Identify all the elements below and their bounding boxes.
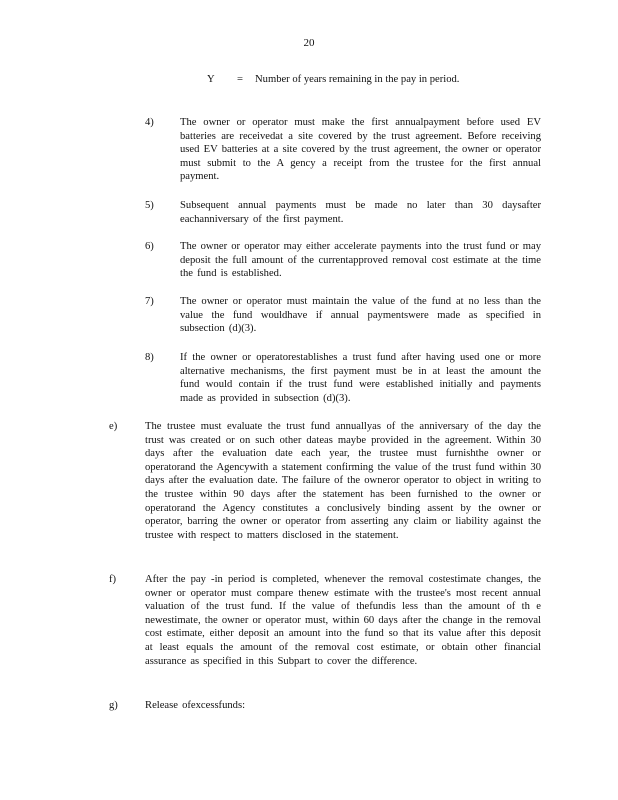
section-text: After the pay -in period is completed, whenever the removal costestimate changes, the owner or operator must compare thenew estimate with the trustee's most recent annual valuation of the trust fund. If the value of thefundis less than the amount of th e newestimate, the owner or operator must, within 60 days after the change in the removal cost estimate, either deposit an amount into the fund so that its value after this deposit at least equals the amount of the removal cost estimate, or obtain other financial assurance as specified in this Subpart to cover the difference.	[145, 574, 541, 667]
subsection-number: 8)	[145, 352, 154, 363]
variable-symbol: Y	[207, 74, 215, 85]
section-letter: e)	[109, 421, 118, 432]
section-letter: f)	[109, 574, 117, 585]
equals-sign: =	[237, 74, 243, 85]
subsection-number: 7)	[145, 296, 154, 307]
subsection-text: The owner or operator must make the first annualpayment before used EV batteries are receivedat a site covered by the trust agreement. Before receiving used EV batteries at a site covered by the trust agreement, the owner or operator must submit to the A gency a receipt from the trustee for the first annual payment.	[180, 117, 541, 183]
subsection-text: Subsequent annual payments must be made no later than 30 daysafter eachanniversary of the first payment.	[180, 200, 541, 225]
subsection-text: The owner or operator must maintain the value of the fund at no less than the value the fund wouldhave if annual paymentswere made as specified in subsection (d)(3).	[180, 296, 541, 335]
section-letter: g)	[109, 700, 118, 711]
page-number: 20	[303, 37, 315, 49]
section-text: The trustee must evaluate the trust fund annuallyas of the anniversary of the day the trust was created or on such other dateas maybe provided in the agreement. Within 30 days after the evaluation date each year, the trustee must furnishthe owner or operatorand the Agencywith a statement confirming the value of the trust fund within 30 days after the evaluation date. The failure of the owneror operator to object in writing to the trustee within 90 days after the statement has been furnished to the owner or operatorand the Agency constitutes a conclusively binding assent by the owner or operator, barring the owner or operator from asserting any claim or liability against the trustee with respect to matters disclosed in the statement.	[145, 421, 541, 541]
subsection-number: 6)	[145, 241, 154, 252]
subsection-text: The owner or operator may either accelerate payments into the trust fund or may deposit the full amount of the currentapproved removal cost estimate at the time the fund is established.	[180, 241, 542, 280]
subsection-number: 4)	[145, 117, 154, 128]
variable-description: Number of years remaining in the pay in period.	[255, 74, 460, 85]
subsection-text: If the owner or operatorestablishes a trust fund after having used one or more alternative mechanisms, the first payment must be in at least the amount the fund would contain if the trust fund were established initially and payments made as provided in subsection (d)(3).	[180, 352, 541, 404]
subsection-number: 5)	[145, 200, 154, 211]
section-text: Release ofexcessfunds:	[145, 700, 246, 711]
